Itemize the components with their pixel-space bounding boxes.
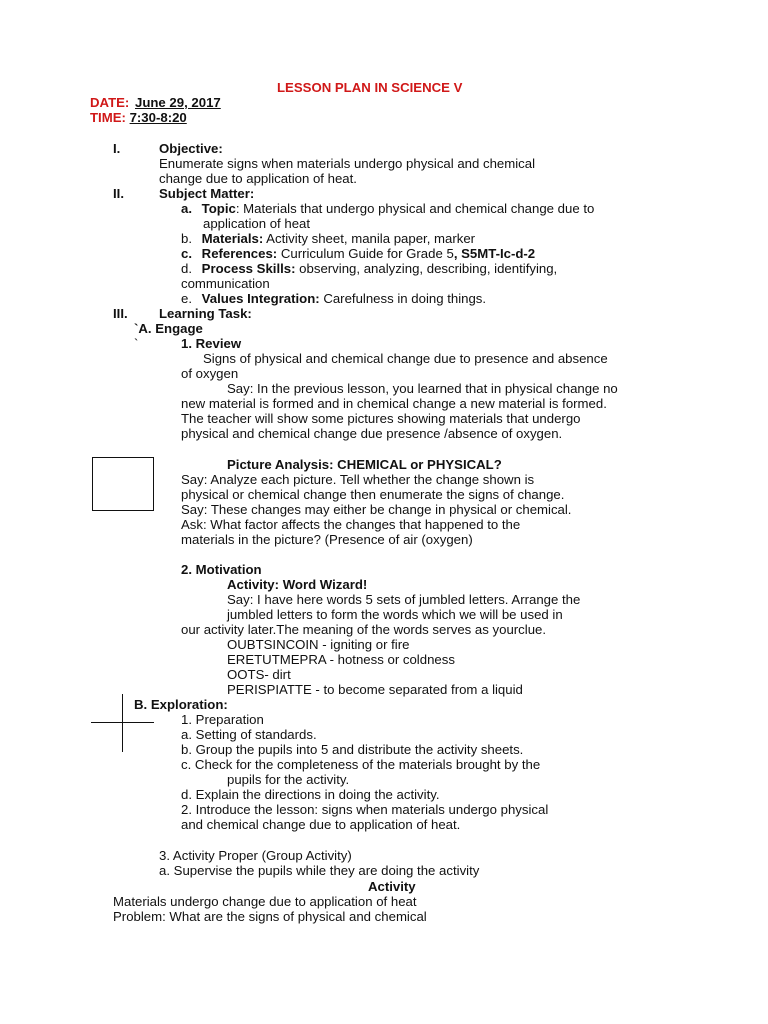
subject-matter-heading: Subject Matter:	[159, 186, 255, 201]
objective-heading: Objective:	[159, 141, 223, 156]
topic-continued: application of heat	[203, 216, 311, 231]
objective-line: change due to application of heat.	[159, 171, 357, 186]
supervise-line: a. Supervise the pupils while they are doing the activity	[159, 863, 480, 878]
process-continued: communication	[181, 276, 270, 291]
activity-line: Problem: What are the signs of physical and chemical	[113, 909, 427, 924]
exploration-line: c. Check for the completeness of the materials brought by the	[181, 757, 541, 772]
motivation-heading: 2. Motivation	[181, 562, 262, 577]
activity-line: Materials undergo change due to application of heat	[113, 894, 417, 909]
review-line: Signs of physical and chemical change due to presence and absence	[203, 351, 608, 366]
process-label: Process Skills:	[201, 261, 296, 276]
references-text: Curriculum Guide for Grade 5	[277, 246, 454, 261]
picture-line: materials in the picture? (Presence of air (oxygen)	[181, 532, 473, 547]
picture-line: Say: These changes may either be change in physical or chemical.	[181, 502, 572, 517]
review-line: of oxygen	[181, 366, 239, 381]
topic-item	[181, 201, 594, 216]
time-line	[90, 110, 187, 125]
exploration-line: a. Setting of standards.	[181, 727, 317, 742]
references-code: , S5MT-Ic-d-2	[453, 246, 536, 261]
time-value: 7:30-8:20	[129, 110, 187, 125]
date-value: June 29, 2017	[134, 95, 221, 110]
activity-title: Activity	[368, 879, 416, 894]
exploration-line: 2. Introduce the lesson: signs when materials undergo physical	[181, 802, 549, 817]
picture-line: physical or chemical change then enumerate the signs of change.	[181, 487, 565, 502]
section-3-number: III.	[113, 306, 128, 321]
jumbled-word-item: OOTS- dirt	[227, 667, 291, 682]
engage-heading: `A. Engage	[134, 321, 203, 336]
section-1-number: I.	[113, 141, 121, 156]
review-heading: 1. Review	[181, 336, 242, 351]
topic-text: : Materials that undergo physical and chemical change due to	[235, 201, 595, 216]
motivation-line: our activity later.The meaning of the words serves as yourclue.	[181, 622, 547, 637]
values-letter: e.	[181, 291, 192, 306]
jumbled-word-item: ERETUTMEPRA - hotness or coldness	[227, 652, 455, 667]
topic-letter: a.	[181, 201, 192, 216]
review-line: The teacher will show some pictures showing materials that undergo	[181, 411, 581, 426]
exploration-line: b. Group the pupils into 5 and distribute the activity sheets.	[181, 742, 524, 757]
exploration-line: 1. Preparation	[181, 712, 264, 727]
cross-mark-vertical	[122, 694, 123, 752]
values-label: Values Integration:	[201, 291, 320, 306]
motivation-line: jumbled letters to form the words which we will be used in	[227, 607, 563, 622]
exploration-line: d. Explain the directions in doing the activity.	[181, 787, 440, 802]
materials-text: Activity sheet, manila paper, marker	[263, 231, 476, 246]
references-label: References:	[201, 246, 278, 261]
jumbled-word-item: PERISPIATTE - to become separated from a liquid	[227, 682, 523, 697]
references-letter: c.	[181, 246, 192, 261]
review-line: physical and chemical change due presence /absence of oxygen.	[181, 426, 563, 441]
objective-line: Enumerate signs when materials undergo physical and chemical	[159, 156, 536, 171]
motivation-line: Say: I have here words 5 sets of jumbled letters. Arrange the	[227, 592, 581, 607]
word-wizard-heading: Activity: Word Wizard!	[227, 577, 368, 592]
values-item	[181, 291, 486, 306]
process-letter: d.	[181, 261, 192, 276]
date-line	[90, 95, 221, 110]
picture-line: Ask: What factor affects the changes that happened to the	[181, 517, 521, 532]
time-label: TIME:	[90, 110, 126, 125]
learning-task-heading: Learning Task:	[159, 306, 252, 321]
references-item	[181, 246, 535, 261]
topic-label: Topic	[201, 201, 236, 216]
process-text: observing, analyzing, describing, identifying,	[295, 261, 558, 276]
exploration-line: and chemical change due to application of heat.	[181, 817, 461, 832]
date-label: DATE:	[90, 95, 130, 110]
section-2-number: II.	[113, 186, 124, 201]
exploration-heading: B. Exploration:	[134, 697, 228, 712]
review-line: Say: In the previous lesson, you learned that in physical change no	[227, 381, 618, 396]
picture-analysis-heading: Picture Analysis: CHEMICAL or PHYSICAL?	[227, 457, 502, 472]
picture-placeholder	[92, 457, 154, 511]
activity-proper-heading: 3. Activity Proper (Group Activity)	[159, 848, 352, 863]
materials-letter: b.	[181, 231, 192, 246]
process-skills-item	[181, 261, 557, 276]
values-text: Carefulness in doing things.	[319, 291, 487, 306]
page-title: LESSON PLAN IN SCIENCE V	[277, 80, 463, 95]
materials-item	[181, 231, 475, 246]
exploration-line: pupils for the activity.	[227, 772, 350, 787]
materials-label: Materials:	[201, 231, 264, 246]
backtick-mark: `	[134, 336, 139, 351]
jumbled-word-item: OUBTSINCOIN - igniting or fire	[227, 637, 410, 652]
review-line: new material is formed and in chemical change a new material is formed.	[181, 396, 607, 411]
picture-line: Say: Analyze each picture. Tell whether the change shown is	[181, 472, 535, 487]
